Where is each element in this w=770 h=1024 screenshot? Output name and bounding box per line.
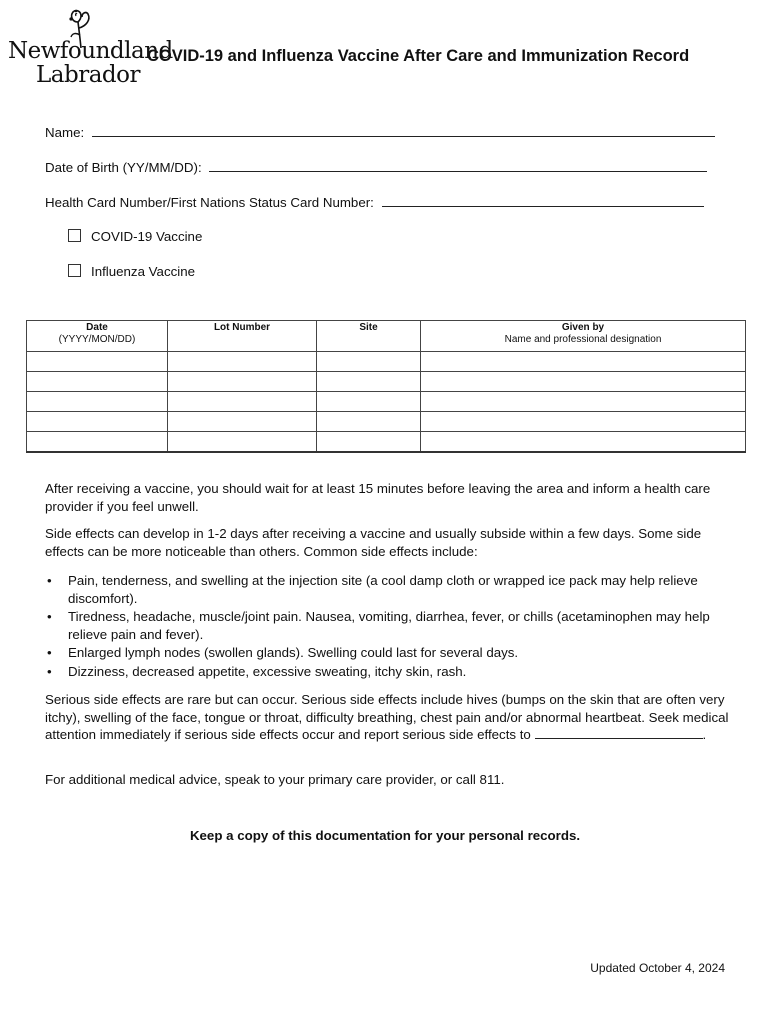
table-header-row bbox=[27, 321, 746, 352]
site-cell[interactable] bbox=[317, 372, 421, 392]
covid-vaccine-label: COVID-19 Vaccine bbox=[91, 229, 203, 244]
serious-end: . bbox=[702, 727, 707, 742]
serious-side-effects bbox=[45, 691, 730, 744]
table-row bbox=[27, 412, 746, 432]
report-to-blank-line[interactable] bbox=[535, 726, 703, 739]
date-format-hint: (YYYY/MON/DD) bbox=[58, 334, 136, 345]
covid-vaccine-checkbox[interactable] bbox=[68, 229, 81, 242]
name-input-line[interactable] bbox=[92, 124, 715, 137]
common-side-effects-list bbox=[45, 572, 735, 681]
document-title: COVID-19 and Influenza Vaccine After Care and Immunization Record bbox=[147, 47, 690, 65]
logo-text-line1: Newfoundland bbox=[8, 38, 173, 64]
list-item bbox=[45, 608, 735, 643]
bullet-icon: • bbox=[47, 573, 52, 588]
health-card-field[interactable] bbox=[45, 194, 704, 210]
date-header-label: Date bbox=[86, 322, 108, 333]
list-item bbox=[45, 572, 735, 607]
date-cell[interactable] bbox=[27, 432, 168, 453]
side-effects-intro bbox=[45, 525, 730, 560]
table-row bbox=[27, 432, 746, 453]
paragraph-wait: After receiving a vaccine, you should wait for at least 15 minutes before leaving the area and inform a health care provider if you feel unwell. bbox=[45, 481, 711, 514]
health-card-label: Health Card Number/First Nations Status Card Number: bbox=[45, 195, 374, 210]
list-item-text: Enlarged lymph nodes (swollen glands). Swelling could last for several days. bbox=[68, 645, 519, 660]
given-by-cell[interactable] bbox=[421, 412, 746, 432]
given-by-cell[interactable] bbox=[421, 372, 746, 392]
date-column-header bbox=[27, 321, 168, 352]
given-by-cell[interactable] bbox=[421, 432, 746, 453]
table-row bbox=[27, 352, 746, 372]
immunization-record-table bbox=[26, 320, 746, 453]
lot-number-cell[interactable] bbox=[168, 352, 317, 372]
lot-number-column-header: Lot Number bbox=[168, 321, 317, 352]
updated-date: Updated October 4, 2024 bbox=[590, 961, 725, 975]
site-column-header: Site bbox=[317, 321, 421, 352]
date-cell[interactable] bbox=[27, 372, 168, 392]
list-item bbox=[45, 663, 735, 681]
site-cell[interactable] bbox=[317, 412, 421, 432]
date-cell[interactable] bbox=[27, 352, 168, 372]
dob-input-line[interactable] bbox=[209, 159, 707, 172]
paragraph-serious bbox=[45, 691, 730, 744]
list-item-text: Pain, tenderness, and swelling at the injection site (a cool damp cloth or wrapped ice pack may help relieve discomfort). bbox=[68, 573, 698, 606]
logo-text-line2: Labrador bbox=[36, 62, 140, 88]
list-item bbox=[45, 644, 735, 662]
additional-advice bbox=[45, 771, 730, 789]
dob-label: Date of Birth (YY/MM/DD): bbox=[45, 160, 202, 175]
influenza-vaccine-label: Influenza Vaccine bbox=[91, 264, 195, 279]
covid-vaccine-option[interactable] bbox=[68, 229, 202, 244]
wait-instructions bbox=[45, 480, 730, 515]
date-cell[interactable] bbox=[27, 412, 168, 432]
bullet-icon: • bbox=[47, 645, 52, 660]
keep-copy-notice: Keep a copy of this documentation for your personal records. bbox=[189, 828, 581, 843]
site-cell[interactable] bbox=[317, 352, 421, 372]
bullet-icon: • bbox=[47, 663, 52, 679]
bullet-icon: • bbox=[47, 609, 52, 624]
dob-field[interactable] bbox=[45, 159, 707, 175]
list-item-text: Tiredness, headache, muscle/joint pain. Nausea, vomiting, diarrhea, fever, or chills (acetaminophen may help relieve pain and fever). bbox=[68, 609, 710, 642]
given-by-cell[interactable] bbox=[421, 352, 746, 372]
influenza-vaccine-option[interactable] bbox=[68, 264, 195, 279]
serious-text: Serious side effects are rare but can occur. Serious side effects include hives (bumps on the skin that are often very itchy), swelling of the face, tongue or throat, difficulty breathing, chest pain and/or abnormal heartbeat. Seek medical attention immediately if serious side effects occur and report serious side effects to bbox=[45, 692, 729, 742]
lot-number-cell[interactable] bbox=[168, 372, 317, 392]
lot-number-cell[interactable] bbox=[168, 412, 317, 432]
health-card-input-line[interactable] bbox=[382, 194, 704, 207]
name-label: Name: bbox=[45, 125, 85, 140]
list-item-text: Dizziness, decreased appetite, excessive sweating, itchy skin, rash. bbox=[68, 663, 467, 679]
given-by-cell[interactable] bbox=[421, 392, 746, 412]
given-by-column-header bbox=[421, 321, 746, 352]
lot-number-cell[interactable] bbox=[168, 392, 317, 412]
influenza-vaccine-checkbox[interactable] bbox=[68, 264, 81, 277]
given-by-header-label: Given by bbox=[561, 322, 605, 333]
table-row bbox=[27, 392, 746, 412]
site-cell[interactable] bbox=[317, 432, 421, 453]
lot-number-cell[interactable] bbox=[168, 432, 317, 453]
name-field[interactable] bbox=[45, 124, 715, 140]
table-row bbox=[27, 372, 746, 392]
site-cell[interactable] bbox=[317, 392, 421, 412]
paragraph-advice: For additional medical advice, speak to your primary care provider, or call 811. bbox=[45, 772, 505, 787]
date-cell[interactable] bbox=[27, 392, 168, 412]
given-by-hint: Name and professional designation bbox=[504, 334, 662, 345]
nl-logo bbox=[8, 8, 173, 88]
paragraph-side-effects: Side effects can develop in 1-2 days after receiving a vaccine and usually subside within a few days. Some side effects can be more noticeable than others. Common side effects include: bbox=[45, 526, 702, 559]
